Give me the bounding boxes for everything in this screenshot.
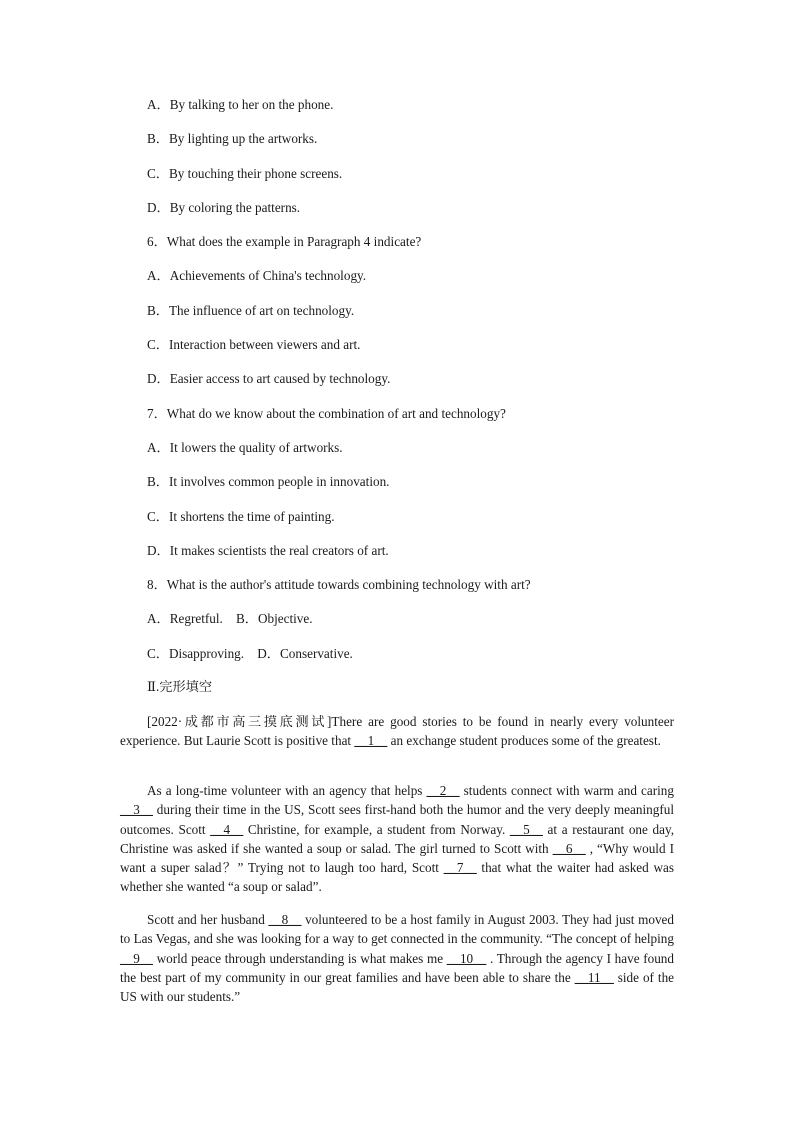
- passage-text: during their time in the US, Scott sees first-hand both the humor and the very deeply meaningful outcomes. Scott: [120, 802, 674, 837]
- passage-text: . Through the agency I have found the best part of my community in our great families and have been able to share the: [120, 950, 674, 985]
- option-7c: C．It shortens the time of painting.: [147, 508, 335, 524]
- passage-text: Christine, for example, a student from Norway.: [243, 821, 510, 837]
- passage-text: [2022·成都市高三摸底测试]There are good stories to be found in nearly every volunteer experience. But Laurie Scott is positive that: [120, 714, 674, 749]
- passage-text: As a long-time volunteer with an agency that helps: [147, 783, 427, 798]
- option-6b: B．The influence of art on technology.: [147, 302, 355, 318]
- question-8: 8．What is the author's attitude towards combining technology with art?: [147, 577, 531, 593]
- blank-2: __2__: [426, 783, 460, 798]
- passage-paragraph-3: [120, 910, 674, 1006]
- passage-text: side of the US with our students.”: [120, 969, 675, 1005]
- passage-text: an exchange student produces some of the greatest.: [387, 733, 661, 749]
- blank-6: __6__: [552, 840, 586, 856]
- option-7d: D．It makes scientists the real creators of art.: [147, 542, 389, 558]
- question-7: 7．What do we know about the combination of art and technology?: [147, 405, 506, 421]
- option-8ab: A．Regretful. B．Objective.: [147, 611, 313, 627]
- blank-8: __8__: [268, 912, 302, 927]
- blank-9: __9__: [120, 950, 153, 966]
- option-7b: B．It involves common people in innovation.: [147, 474, 390, 490]
- option-8cd: C．Disapproving. D．Conservative.: [147, 645, 353, 661]
- blank-4: __4__: [210, 821, 244, 837]
- passage-paragraph-1: [120, 712, 674, 751]
- passage-text: at a restaurant one day, Christine was asked if she wanted a soup or salad. The girl turned to Scott with: [120, 821, 674, 856]
- option-6a: A．Achievements of China's technology.: [147, 268, 367, 284]
- question-list: [147, 94, 687, 677]
- option-7a: A．It lowers the quality of artworks.: [147, 439, 343, 455]
- option-6c: C．Interaction between viewers and art.: [147, 337, 361, 353]
- option-6d: D．Easier access to art caused by technology.: [147, 371, 391, 387]
- option-5b: B．By lighting up the artworks.: [147, 131, 318, 147]
- blank-3: __3__: [120, 802, 153, 818]
- blank-11: __11__: [574, 969, 614, 985]
- question-6: 6．What does the example in Paragraph 4 indicate?: [147, 234, 422, 250]
- passage-paragraph-2: [120, 781, 674, 897]
- blank-7: __7__: [443, 860, 477, 876]
- passage-text: that what the waiter had asked was whether she wanted “a soup or salad”.: [120, 860, 675, 895]
- passage-text: , “Why would I want a super salad？” Trying not to laugh too hard, Scott: [120, 840, 674, 876]
- blank-10: __10__: [446, 950, 487, 966]
- passage-text: students connect with warm and caring: [459, 783, 674, 798]
- passage-text: world peace through understanding is what makes me: [152, 950, 447, 966]
- passage-text: volunteered to be a host family in August 2003. They had just moved to Las Vegas, and she was looking for a way to get connected in the community. “The concept of helping: [120, 912, 674, 947]
- blank-1: __1__: [354, 733, 388, 749]
- option-5a: A．By talking to her on the phone.: [147, 97, 334, 112]
- section-title: Ⅱ.完形填空: [147, 679, 213, 694]
- option-5c: C．By touching their phone screens.: [147, 165, 343, 181]
- passage-text: Scott and her husband: [147, 912, 269, 927]
- option-5d: D．By coloring the patterns.: [147, 199, 301, 215]
- blank-5: __5__: [509, 821, 543, 837]
